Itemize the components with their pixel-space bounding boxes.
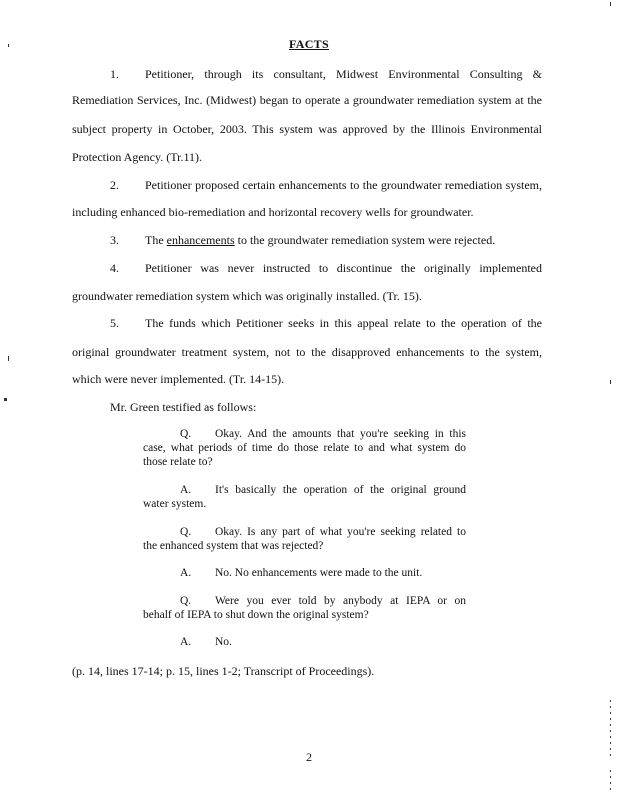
testimony-line: Okay. And the amounts that you're seeking in this — [215, 428, 466, 440]
paragraph-line: subject property in October, 2003. This system was approved by the Illinois Environmental — [72, 122, 542, 136]
scan-mark — [4, 398, 7, 401]
paragraph-line: Petitioner, through its consultant, Midwest Environmental Consulting & — [145, 67, 542, 81]
paragraph-line: including enhanced bio-remediation and horizontal recovery wells for groundwater. — [72, 205, 474, 219]
section-heading: FACTS — [289, 37, 329, 51]
page-number: 2 — [306, 750, 312, 764]
paragraph-line: Protection Agency. (Tr.11). — [72, 150, 202, 164]
scan-mark — [610, 380, 611, 384]
speaker-label: Q. — [180, 595, 192, 607]
paragraph-line: which were never implemented. (Tr. 14-15). — [72, 372, 285, 386]
testimony-line: the enhanced system that was rejected? — [143, 540, 324, 552]
testimony-line: water system. — [143, 498, 207, 510]
paragraph-number: 3. — [110, 233, 119, 247]
paragraph-number: 1. — [110, 67, 119, 81]
paragraph-number: 5. — [110, 316, 119, 330]
scan-mark — [8, 44, 9, 47]
testimony-line: Were you ever told by anybody at IEPA or on — [215, 595, 466, 607]
transcript-citation: (p. 14, lines 17-14; p. 15, lines 1-2; Transcript of Proceedings). — [72, 664, 375, 678]
speaker-label: A. — [180, 567, 192, 579]
speaker-label: Q. — [180, 526, 192, 538]
testimony-intro: Mr. Green testified as follows: — [110, 400, 257, 414]
paragraph-line: Petitioner was never instructed to discontinue the originally implemented — [145, 261, 542, 275]
scan-mark — [8, 356, 9, 361]
scan-mark — [610, 2, 611, 6]
paragraph-number: 4. — [110, 261, 119, 275]
paragraph-line: Remediation Services, Inc. (Midwest) began to operate a groundwater remediation system at the — [72, 93, 542, 107]
speaker-label: A. — [180, 484, 192, 496]
speaker-label: A. — [180, 636, 192, 648]
speaker-label: Q. — [180, 428, 192, 440]
testimony-line: behalf of IEPA to shut down the original system? — [143, 609, 369, 621]
scan-mark — [610, 700, 611, 760]
paragraph-line: original groundwater treatment system, not to the disapproved enhancements to the system, — [72, 345, 542, 359]
testimony-line: Okay. Is any part of what you're seeking related to — [215, 526, 466, 538]
testimony-line: It's basically the operation of the original ground — [215, 484, 466, 496]
underlined-term: enhancements — [166, 233, 235, 247]
testimony-line: case, what periods of time do those relate to and what system do — [143, 442, 466, 454]
paragraph-line: The funds which Petitioner seeks in this appeal relate to the operation of the — [145, 316, 542, 330]
testimony-line: No. No enhancements were made to the unit. — [215, 567, 423, 579]
paragraph-number: 2. — [110, 178, 119, 192]
paragraph-line: groundwater remediation system which was originally installed. (Tr. 15). — [72, 289, 422, 303]
testimony-line: No. — [215, 636, 232, 648]
testimony-line: those relate to? — [143, 456, 213, 468]
paragraph-line: The enhancements to the groundwater remediation system were rejected. — [145, 233, 496, 247]
paragraph-line: Petitioner proposed certain enhancements to the groundwater remediation system, — [145, 178, 542, 192]
scan-mark — [610, 770, 611, 792]
